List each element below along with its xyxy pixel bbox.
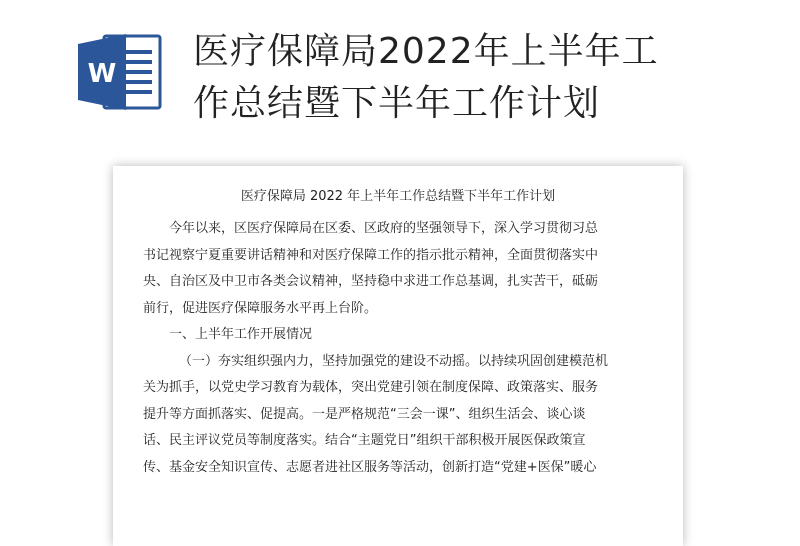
document-line: （一）夯实组织强内力，坚持加强党的建设不动摇。以持续巩固创建模范机 [179, 353, 609, 369]
page-title [193, 26, 793, 130]
document-line: 今年以来，区医疗保障局在区委、区政府的坚强领导下，深入学习贯彻习总 [169, 221, 599, 236]
word-icon-letter: W [87, 59, 117, 89]
document-line: 提升等方面抓落实、促提高。一是严格规范“三会一课”、组织生活会、谈心谈 [143, 406, 586, 422]
document-line: 话、民主评议党员等制度落实。结合“主题党日”组织干部积极开展医保政策宣 [143, 433, 586, 448]
document-body [143, 216, 653, 481]
document-line: 前行，促进医疗保障服务水平再上台阶。 [143, 300, 378, 316]
document-page [113, 166, 683, 546]
page-title-line-1: 医疗保障局2022年上半年工 [193, 31, 659, 72]
document-line: 书记视察宁夏重要讲话精神和对医疗保障工作的指示批示精神，全面贯彻落实中 [143, 247, 599, 263]
document-line: 关为抓手，以党史学习教育为载体，突出党建引领在制度保障、政策落实、服务 [143, 380, 599, 395]
page-title-line-2: 作总结暨下半年工作计划 [193, 83, 601, 124]
document-title: 医疗保障局 2022 年上半年工作总结暨下半年工作计划 [240, 189, 556, 204]
word-document-icon [78, 32, 164, 112]
document-line: 央、自治区及中卫市各类会议精神，坚持稳中求进工作总基调，扎实苦干，砥砺 [143, 274, 599, 289]
document-line: 传、基金安全知识宣传、志愿者进社区服务等活动，创新打造“党建+医保”暖心 [143, 459, 597, 475]
section-heading: 一、上半年工作开展情况 [169, 327, 313, 342]
